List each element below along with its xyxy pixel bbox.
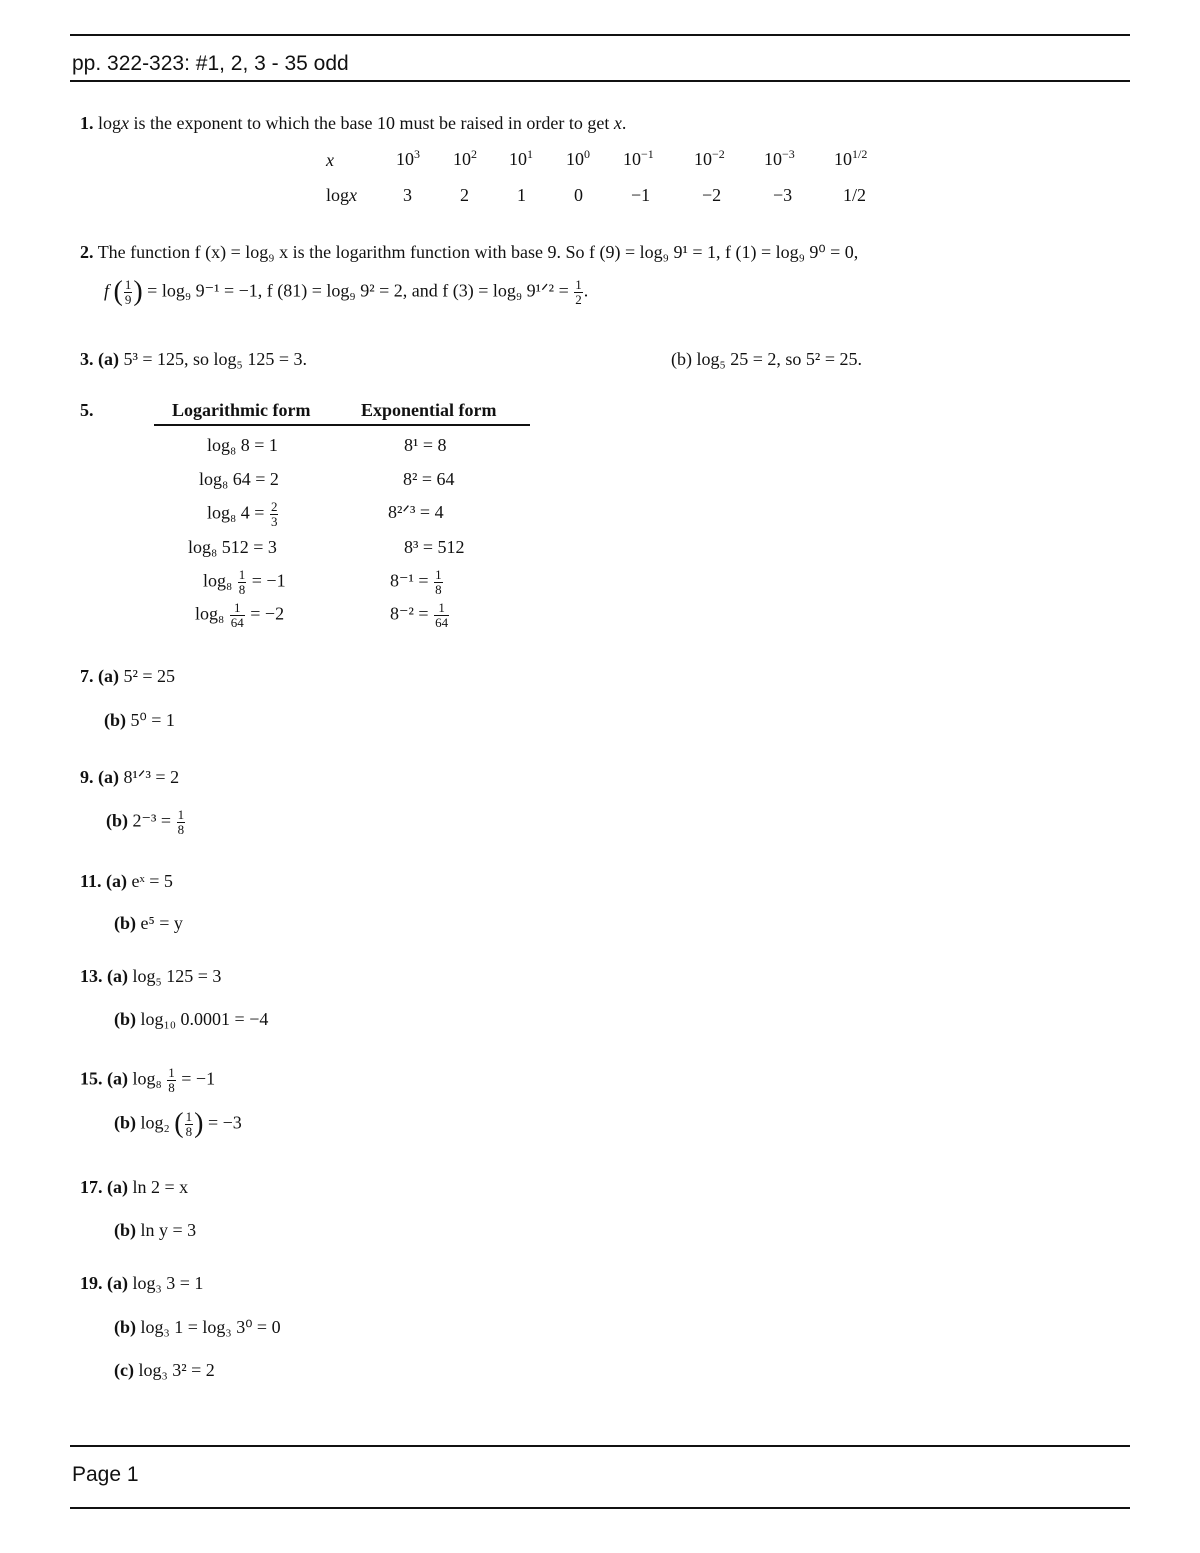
table-row: 8² = 64 [403, 469, 455, 489]
table-row: 8²ᐟ³ = 4 [388, 502, 444, 522]
col-header-exp: Exponential form [361, 400, 497, 420]
header-top-rule [70, 34, 1130, 36]
x-cell: $10^{-3}$ [764, 147, 795, 169]
problem-13a: 13. (a) log₅ 125 = 3 [80, 966, 222, 986]
problem-19b: (b) log₃ 1 = log₃ 3⁰ = 0 [114, 1317, 281, 1337]
footer-bottom-rule [70, 1507, 1130, 1509]
page-number: Page 1 [72, 1463, 139, 1486]
problem-19c: (c) log₃ 3² = 2 [114, 1360, 215, 1380]
problem-17b: (b) ln y = 3 [114, 1220, 197, 1240]
log-cell: −2 [702, 185, 722, 205]
log-cell: −3 [773, 185, 793, 205]
log-cell: 3 [403, 185, 412, 205]
table-row: log₈ 512 = 3 [188, 537, 277, 557]
x-cell: $10^{-1}$ [623, 147, 654, 169]
log-cell: −1 [631, 185, 651, 205]
log-cell: 0 [574, 185, 583, 205]
page-title: pp. 322-323: #1, 2, 3 - 35 odd [72, 52, 349, 75]
log-cell: 2 [460, 185, 469, 205]
table-header-rule [154, 424, 530, 426]
problem-13b: (b) log₁₀ 0.0001 = −4 [114, 1009, 269, 1029]
table-row: 8¹ = 8 [404, 435, 447, 455]
table-row: 8³ = 512 [404, 537, 465, 557]
x-cell: $10^2$ [453, 147, 477, 169]
problem-9b: (b) 2⁻³ = $\frac{1}{8}$ [106, 807, 185, 837]
x-cell: $10^3$ [396, 147, 420, 169]
log-cell: 1 [517, 185, 526, 205]
x-cell: $10^{-2}$ [694, 147, 725, 169]
x-cell: $10^{1/2}$ [834, 147, 868, 169]
x-cell: $10^0$ [566, 147, 590, 169]
log-cell: 1/2 [843, 185, 867, 205]
problem-5-number: 5. [80, 400, 94, 420]
table-row: log₈ 64 = 2 [199, 469, 279, 489]
problem-19a: 19. (a) log₃ 3 = 1 [80, 1273, 204, 1293]
problem-3a: 3. (a) 5³ = 125, so log₅ 125 = 3. [80, 349, 307, 369]
table-row: 8⁻² = $\frac{1}{64}$ [390, 600, 449, 630]
col-header-log: Logarithmic form [172, 400, 311, 420]
problem-3b: (b) log₅ 25 = 2, so 5² = 25. [671, 349, 862, 369]
problem-17a: 17. (a) ln 2 = x [80, 1177, 189, 1197]
table-row: log₈ 8 = 1 [207, 435, 278, 455]
table-row: 8⁻¹ = $\frac{1}{8}$ [390, 567, 442, 597]
table-row-log-label: logx [326, 185, 358, 205]
problem-7a: 7. (a) 5² = 25 [80, 666, 176, 686]
problem-2-line-1: 2. The function f (x) = log₉ x is the logarithm function with base 9. So f (9) = log₉ 9¹ = 1, f (1) = log₉ 9⁰ = 0, [80, 242, 859, 262]
problem-15b: (b) log₂ ( $\frac{1}{8}$ ) = −3 [114, 1108, 242, 1140]
problem-2-line-2: f ( $\frac{1}{9}$ ) = log₉ 9⁻¹ = −1, f (81) = log₉ 9² = 2, and f (3) = log₉ 9¹ᐟ² = $\frac{1}{2}$ . [104, 276, 589, 308]
table-row-x-label: x [326, 150, 334, 170]
problem-9a: 9. (a) 8¹ᐟ³ = 2 [80, 767, 180, 787]
problem-15a: 15. (a) log₈ $\frac{1}{8}$ = −1 [80, 1065, 216, 1095]
problem-1: 1. logx is the exponent to which the base 10 must be raised in order to get x. [80, 113, 627, 133]
table-row: log₈ $\frac{1}{8}$ = −1 [203, 567, 286, 597]
x-cell: $10^1$ [509, 147, 533, 169]
table-row: log₈ 4 = $\frac{2}{3}$ [207, 499, 278, 529]
problem-11b: (b) e⁵ = y [114, 913, 183, 933]
header-bottom-rule [70, 80, 1130, 82]
problem-11a: 11. (a) eˣ = 5 [80, 871, 173, 891]
problem-7b: (b) 5⁰ = 1 [104, 710, 175, 730]
table-row: log₈ $\frac{1}{64}$ = −2 [195, 600, 285, 630]
footer-top-rule [70, 1445, 1130, 1447]
